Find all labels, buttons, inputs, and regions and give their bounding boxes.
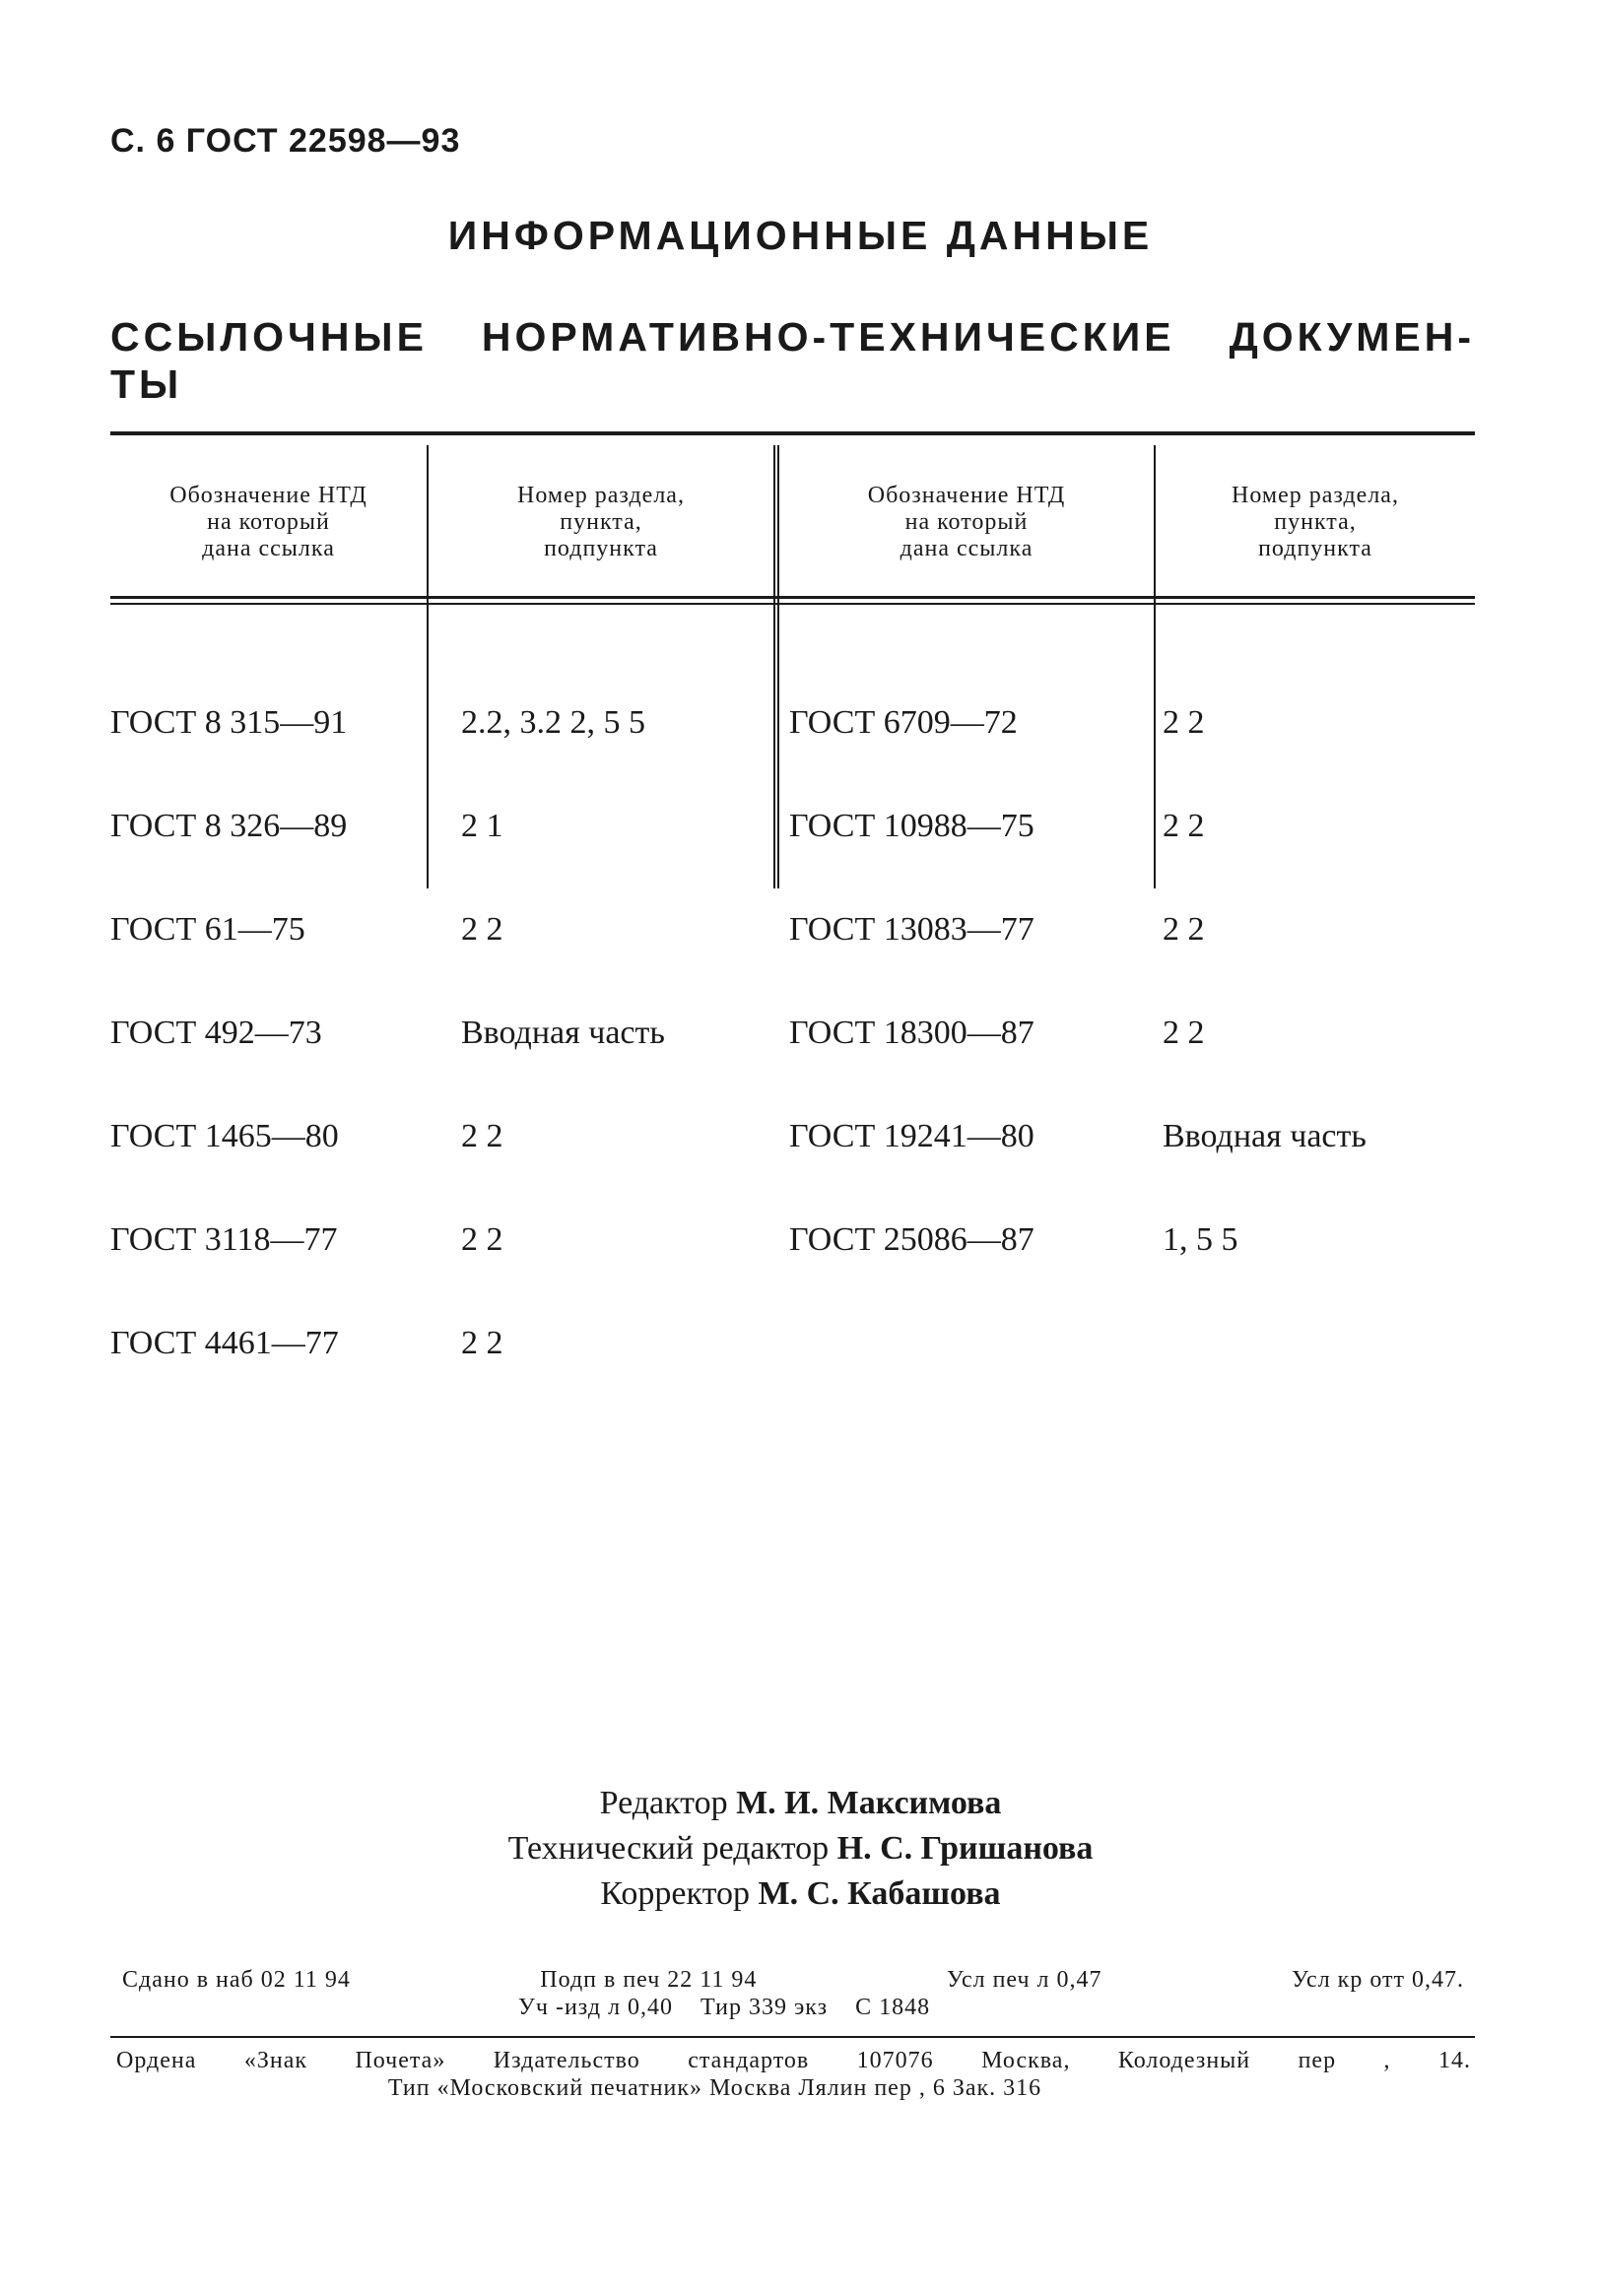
imprint-color-prints: Усл кр отт 0,47.: [1291, 1967, 1464, 1993]
table-cell: ГОСТ 25086—87: [789, 1221, 1034, 1258]
column-left-docs: [110, 636, 347, 1429]
table-cell: ГОСТ 8 326—89: [110, 808, 348, 844]
credit-editor: Редактор М. И. Максимова: [599, 1785, 1002, 1821]
table-cell: ГОСТ 6709—72: [789, 704, 1018, 741]
table-cell: 2 2: [461, 1221, 503, 1258]
table-cell: ГОСТ 492—73: [110, 1015, 322, 1051]
header-cell-doc-left: Обозначение НТД на который дана ссылка: [169, 483, 367, 561]
column-right-docs: [789, 636, 1034, 1326]
imprint-circulation: Тир 339 экз: [700, 1995, 829, 2020]
table-cell: 1, 5 5: [1163, 1221, 1238, 1258]
table-cell: 2.2, 3.2 2, 5 5: [461, 704, 645, 741]
table-cell: Вводная часть: [1163, 1118, 1367, 1154]
page-header: С. 6 ГОСТ 22598—93: [110, 122, 461, 160]
table-header-rule: [110, 596, 1475, 599]
table-cell: ГОСТ 8 315—91: [110, 704, 348, 741]
table-cell: ГОСТ 13083—77: [789, 911, 1034, 948]
header-cell-ref-right: Номер раздела, пункта, подпункта: [1232, 483, 1399, 561]
table-cell: ГОСТ 61—75: [110, 911, 305, 948]
credit-tech-editor: Технический редактор Н. С. Гришанова: [507, 1830, 1094, 1867]
imprint-order: С 1848: [855, 1995, 931, 2020]
imprint-printer-line: Тип «Московский печатник» Москва Лялин пер , 6 Зак. 316: [387, 2075, 1042, 2101]
header-cell-doc-right: Обозначение НТД на который дана ссылка: [867, 483, 1066, 561]
subtitle-word-2: НОРМАТИВНО-ТЕХНИЧЕСКИЕ: [481, 314, 1175, 360]
table-cell: 2 1: [461, 808, 503, 844]
table-cell: 2 2: [1163, 704, 1205, 741]
table-cell: 2 2: [1163, 808, 1205, 844]
credit-proofreader: Корректор М. С. Кабашова: [600, 1875, 1001, 1912]
section-title: ИНФОРМАЦИОННЫЕ ДАННЫЕ: [447, 213, 1154, 258]
imprint-submitted: Сдано в наб 02 11 94: [122, 1967, 351, 1993]
table-header-rule-2: [110, 603, 1475, 605]
table-cell: ГОСТ 18300—87: [789, 1015, 1034, 1051]
column-left-refs: [461, 636, 665, 1429]
subtitle-word-4: ТЫ: [110, 361, 183, 407]
table-cell: 2 2: [461, 1325, 503, 1361]
imprint-print-data: [122, 1966, 1464, 2021]
table-cell: 2 2: [461, 911, 503, 948]
table-top-rule: [110, 431, 1475, 435]
imprint-publisher: [116, 2047, 1471, 2102]
imprint-signed: Подп в печ 22 11 94: [540, 1967, 758, 1993]
table-cell: ГОСТ 1465—80: [110, 1118, 339, 1154]
table-cell: 2 2: [461, 1118, 503, 1154]
table-cell: ГОСТ 10988—75: [789, 808, 1034, 844]
footer-rule: [110, 2036, 1475, 2038]
imprint-publisher-line: Ордена «Знак Почета» Издательство стандартов 107076 Москва, Колодезный пер , 14.: [116, 2048, 1471, 2073]
table-cell: 2 2: [1163, 911, 1205, 948]
column-right-refs: [1163, 636, 1367, 1326]
references-table: [110, 431, 1475, 1361]
table-cell: ГОСТ 4461—77: [110, 1325, 339, 1361]
table-cell: Вводная часть: [461, 1015, 665, 1051]
subtitle-word-3: ДОКУМЕН-: [1229, 314, 1475, 360]
table-cell: ГОСТ 19241—80: [789, 1118, 1034, 1154]
subtitle: [110, 313, 1475, 408]
imprint-publisher-sheets: Уч -изд л 0,40: [517, 1995, 674, 2020]
imprint-print-sheets: Усл печ л 0,47: [946, 1967, 1102, 1993]
table-cell: 2 2: [1163, 1015, 1205, 1051]
header-cell-ref-left: Номер раздела, пункта, подпункта: [517, 483, 685, 561]
table-cell: ГОСТ 3118—77: [110, 1221, 338, 1258]
subtitle-word-1: ССЫЛОЧНЫЕ: [110, 314, 428, 360]
credits-block: [0, 1781, 1601, 1917]
